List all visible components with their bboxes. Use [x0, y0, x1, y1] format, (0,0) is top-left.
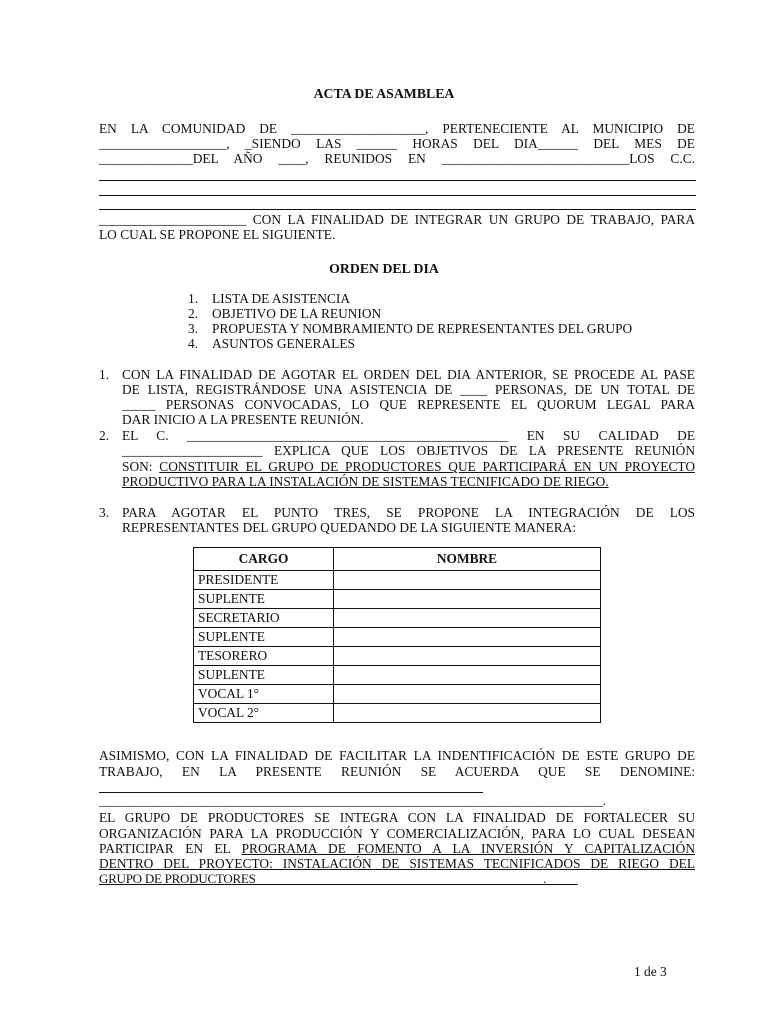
orden-item-text: OBJETIVO DE LA REUNION [212, 306, 382, 321]
point-3-number: 3. [99, 505, 110, 520]
point-2-line-1: EL C. ________________________________________________ EN SU CALIDAD DE [122, 428, 695, 443]
blank-rule-2 [99, 195, 696, 196]
asimismo-line-4: ____________________________________________________________________________________. [99, 794, 606, 808]
table-row [194, 666, 601, 685]
name-blank-rule [99, 792, 483, 793]
intro-line-1: EN LA COMUNIDAD DE ____________________, PERTENECIENTE AL MUNICIPIO DE [99, 121, 695, 136]
orden-item-number: 2. [188, 306, 199, 321]
point-2-line-4: PRODUCTIVO PARA LA INSTALACIÓN DE SISTEMAS TECNIFICADO DE RIEGO. [122, 474, 609, 489]
point-2-line-3-underlined: CONSTITUIR EL GRUPO DE PRODUCTORES QUE PARTICIPARÁ EN UN PROYECTO [159, 459, 696, 474]
page-number: 1 de 3 [634, 964, 667, 979]
point-2-line-3 [122, 459, 695, 474]
orden-item [188, 321, 632, 336]
table-row [194, 647, 601, 666]
point-1-line-1: CON LA FINALIDAD DE AGOTAR EL ORDEN DEL DIA ANTERIOR, SE PROCEDE AL PASE [122, 367, 695, 382]
cargo-cell: SUPLENTE [194, 590, 334, 609]
orden-item-number: 4. [188, 336, 199, 351]
orden-item-text: LISTA DE ASISTENCIA [212, 291, 351, 306]
orden-item [188, 336, 355, 351]
point-3-line-1: PARA AGOTAR EL PUNTO TRES, SE PROPONE LA INTEGRACIÓN DE LOS [122, 505, 695, 520]
grupo-line-4: DENTRO DEL PROYECTO: INSTALACIÓN DE SISTEMAS TECNIFICADOS DE RIEGO DEL [99, 856, 695, 871]
intro-line-2: ___________________, _SIENDO LAS ______ HORAS DEL DIA______ DEL MES DE [99, 136, 695, 151]
point-1-line-3: _____ PERSONAS CONVOCADAS, LO QUE REPRESENTE EL QUORUM LEGAL PARA [122, 397, 695, 412]
nombre-cell[interactable] [334, 628, 601, 647]
orden-item [188, 306, 381, 321]
orden-item-number: 3. [188, 321, 199, 336]
representatives-table [193, 547, 601, 723]
table-row [194, 685, 601, 704]
table-row [194, 704, 601, 723]
nombre-cell[interactable] [334, 685, 601, 704]
orden-item [188, 291, 350, 306]
nombre-cell[interactable] [334, 704, 601, 723]
cargo-cell: SUPLENTE [194, 628, 334, 647]
cargo-cell: PRESIDENTE [194, 571, 334, 590]
grupo-line-3 [99, 841, 695, 856]
intro-closing-line-1: ______________________ CON LA FINALIDAD DE INTEGRAR UN GRUPO DE TRABAJO, PARA [99, 212, 695, 227]
asimismo-line-2: TRABAJO, EN LA PRESENTE REUNIÓN SE ACUERDA QUE SE DENOMINE: [99, 764, 695, 779]
grupo-line-3-plain: PARTICIPAR EN EL [99, 841, 242, 856]
point-2-line-2: _____________________ EXPLICA QUE LOS OBJETIVOS DE LA PRESENTE REUNIÓN [122, 443, 695, 458]
intro-closing-line-2: LO CUAL SE PROPONE EL SIGUIENTE. [99, 227, 336, 242]
table-row [194, 590, 601, 609]
cargo-cell: SECRETARIO [194, 609, 334, 628]
point-1-line-2: DE LISTA, REGISTRÁNDOSE UNA ASISTENCIA DE ____ PERSONAS, DE UN TOTAL DE [122, 382, 695, 397]
grupo-line-3-underlined: PROGRAMA DE FOMENTO A LA INVERSIÓN Y CAPITALIZACIÓN [241, 841, 695, 856]
point-3-line-2: REPRESENTANTES DEL GRUPO QUEDANDO DE LA SIGUIENTE MANERA: [122, 520, 577, 535]
header-nombre: NOMBRE [334, 548, 601, 571]
blank-rule-1 [99, 180, 696, 181]
point-2-number: 2. [99, 428, 110, 443]
orden-item-text: ASUNTOS GENERALES [212, 336, 355, 351]
nombre-cell[interactable] [334, 571, 601, 590]
intro-line-3: ______________DEL AÑO ____, REUNIDOS EN ____________________________LOS C.C. [99, 151, 695, 166]
orden-item-text: PROPUESTA Y NOMBRAMIENTO DE REPRESENTANTES DEL GRUPO [212, 321, 633, 336]
cargo-cell: VOCAL 2° [194, 704, 334, 723]
nombre-cell[interactable] [334, 647, 601, 666]
grupo-line-2: ORGANIZACIÓN PARA LA PRODUCCIÓN Y COMERCIALIZACIÓN, PARA LO CUAL DESEAN [99, 826, 695, 841]
cargo-cell: TESORERO [194, 647, 334, 666]
orden-item-number: 1. [188, 291, 199, 306]
table-row [194, 571, 601, 590]
cargo-cell: SUPLENTE [194, 666, 334, 685]
point-2-line-3-plain: SON: [122, 459, 160, 474]
point-1-number: 1. [99, 367, 110, 382]
cargo-cell: VOCAL 1° [194, 685, 334, 704]
header-cargo: CARGO [194, 548, 334, 571]
blank-rule-3 [99, 209, 696, 210]
grupo-line-1: EL GRUPO DE PRODUCTORES SE INTEGRA CON LA FINALIDAD DE FORTALECER SU [99, 810, 695, 825]
orden-heading: ORDEN DEL DIA [329, 261, 439, 276]
asimismo-line-1: ASIMISMO, CON LA FINALIDAD DE FACILITAR LA INDENTIFICACIÓN DE ESTE GRUPO DE [99, 748, 695, 763]
grupo-line-5: GRUPO DE PRODUCTORES______________________________________________._____ [99, 871, 578, 886]
table-row [194, 628, 601, 647]
nombre-cell[interactable] [334, 609, 601, 628]
nombre-cell[interactable] [334, 666, 601, 685]
document-title: ACTA DE ASAMBLEA [313, 86, 455, 101]
nombre-cell[interactable] [334, 590, 601, 609]
table-row [194, 609, 601, 628]
point-1-line-4: DAR INICIO A LA PRESENTE REUNIÓN. [122, 412, 364, 427]
table-header-row [194, 548, 601, 571]
